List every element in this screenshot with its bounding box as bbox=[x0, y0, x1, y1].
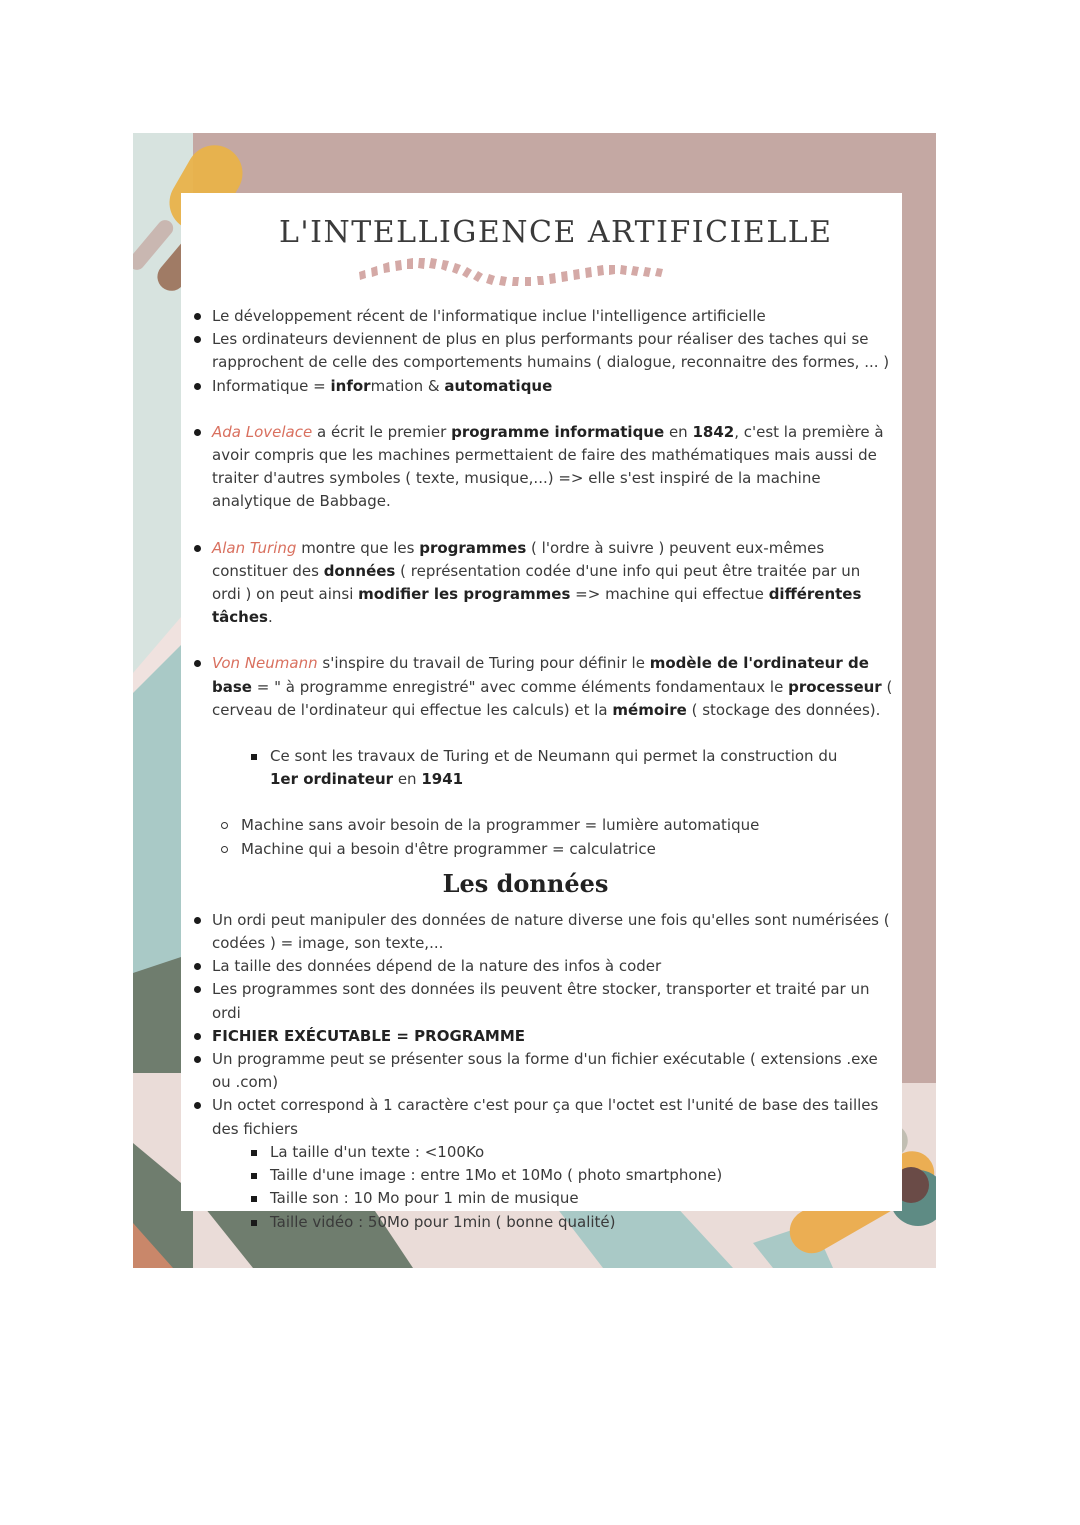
main-content bbox=[193, 305, 893, 1234]
list-item: Un ordi peut manipuler des données de nature diverse une fois qu'elles sont numérisées ( codées ) = image, son texte,... bbox=[193, 909, 893, 955]
donnees-list bbox=[193, 909, 893, 1141]
section-heading: Les données bbox=[442, 868, 609, 898]
list-item: Les programmes sont des données ils peuvent être stocker, transporter et traité par un ordi bbox=[193, 978, 893, 1024]
list-item: Taille d'une image : entre 1Mo et 10Mo ( photo smartphone) bbox=[249, 1164, 893, 1187]
list-item-lovelace: Ada Lovelace a écrit le premier programme informatique en 1842, c'est la première à avoir compris que les machines permettaient de faire des mathématiques mais aussi de traiter d'autres symboles ( texte, musique,...) => elle s'est inspiré de la machine analytique de Babbage. bbox=[193, 421, 893, 514]
list-item: Ce sont les travaux de Turing et de Neumann qui permet la construction du 1er ordinateur en 1941 bbox=[249, 745, 849, 791]
list-item: Taille son : 10 Mo pour 1 min de musique bbox=[249, 1187, 893, 1210]
list-item-neumann: Von Neumann s'inspire du travail de Turing pour définir le modèle de l'ordinateur de base = " à programme enregistré" avec comme éléments fondamentaux le processeur ( cerveau de l'ordinateur qui effectue les calculs) et la mémoire ( stockage des données). bbox=[193, 652, 893, 722]
list-item: Informatique = information & automatique bbox=[193, 375, 893, 398]
wave-divider-icon bbox=[355, 250, 685, 286]
list-item-turing: Alan Turing montre que les programmes ( l'ordre à suivre ) peuvent eux-mêmes constituer des données ( représentation codée d'une info qui peut être traitée par un ordi ) on peut ainsi modifier les programmes => machine qui effectue différentes tâches. bbox=[193, 537, 893, 630]
person-name: Von Neumann bbox=[212, 654, 318, 673]
machines-list bbox=[220, 814, 893, 860]
person-name: Alan Turing bbox=[212, 538, 297, 557]
list-item: Les ordinateurs deviennent de plus en plus performants pour réaliser des taches qui se rapprochent de celle des comportements humains ( dialogue, reconnaitre des formes, ... ) bbox=[193, 328, 893, 374]
list-item: Un programme peut se présenter sous la forme d'un fichier exécutable ( extensions .exe ou .com) bbox=[193, 1048, 893, 1094]
list-item: La taille des données dépend de la nature des infos à coder bbox=[193, 955, 893, 978]
person-name: Ada Lovelace bbox=[212, 422, 313, 441]
neumann-list bbox=[193, 652, 893, 722]
page-title: L'INTELLIGENCE ARTIFICIELLE bbox=[279, 215, 833, 250]
list-item: Le développement récent de l'informatique inclue l'intelligence artificielle bbox=[193, 305, 893, 328]
list-item: La taille d'un texte : <100Ko bbox=[249, 1141, 893, 1164]
intro-list bbox=[193, 305, 893, 398]
turing-list bbox=[193, 537, 893, 630]
list-item: FICHIER EXÉCUTABLE = PROGRAMME bbox=[193, 1025, 893, 1048]
list-item: Machine qui a besoin d'être programmer = calculatrice bbox=[220, 838, 893, 861]
sizes-list bbox=[249, 1141, 893, 1234]
list-item: Machine sans avoir besoin de la programmer = lumière automatique bbox=[220, 814, 893, 837]
construction-list bbox=[249, 745, 849, 791]
lovelace-list bbox=[193, 421, 893, 514]
list-item: Taille vidéo : 50Mo pour 1min ( bonne qualité) bbox=[249, 1211, 893, 1234]
list-item: Un octet correspond à 1 caractère c'est pour ça que l'octet est l'unité de base des tailles des fichiers bbox=[193, 1094, 893, 1140]
